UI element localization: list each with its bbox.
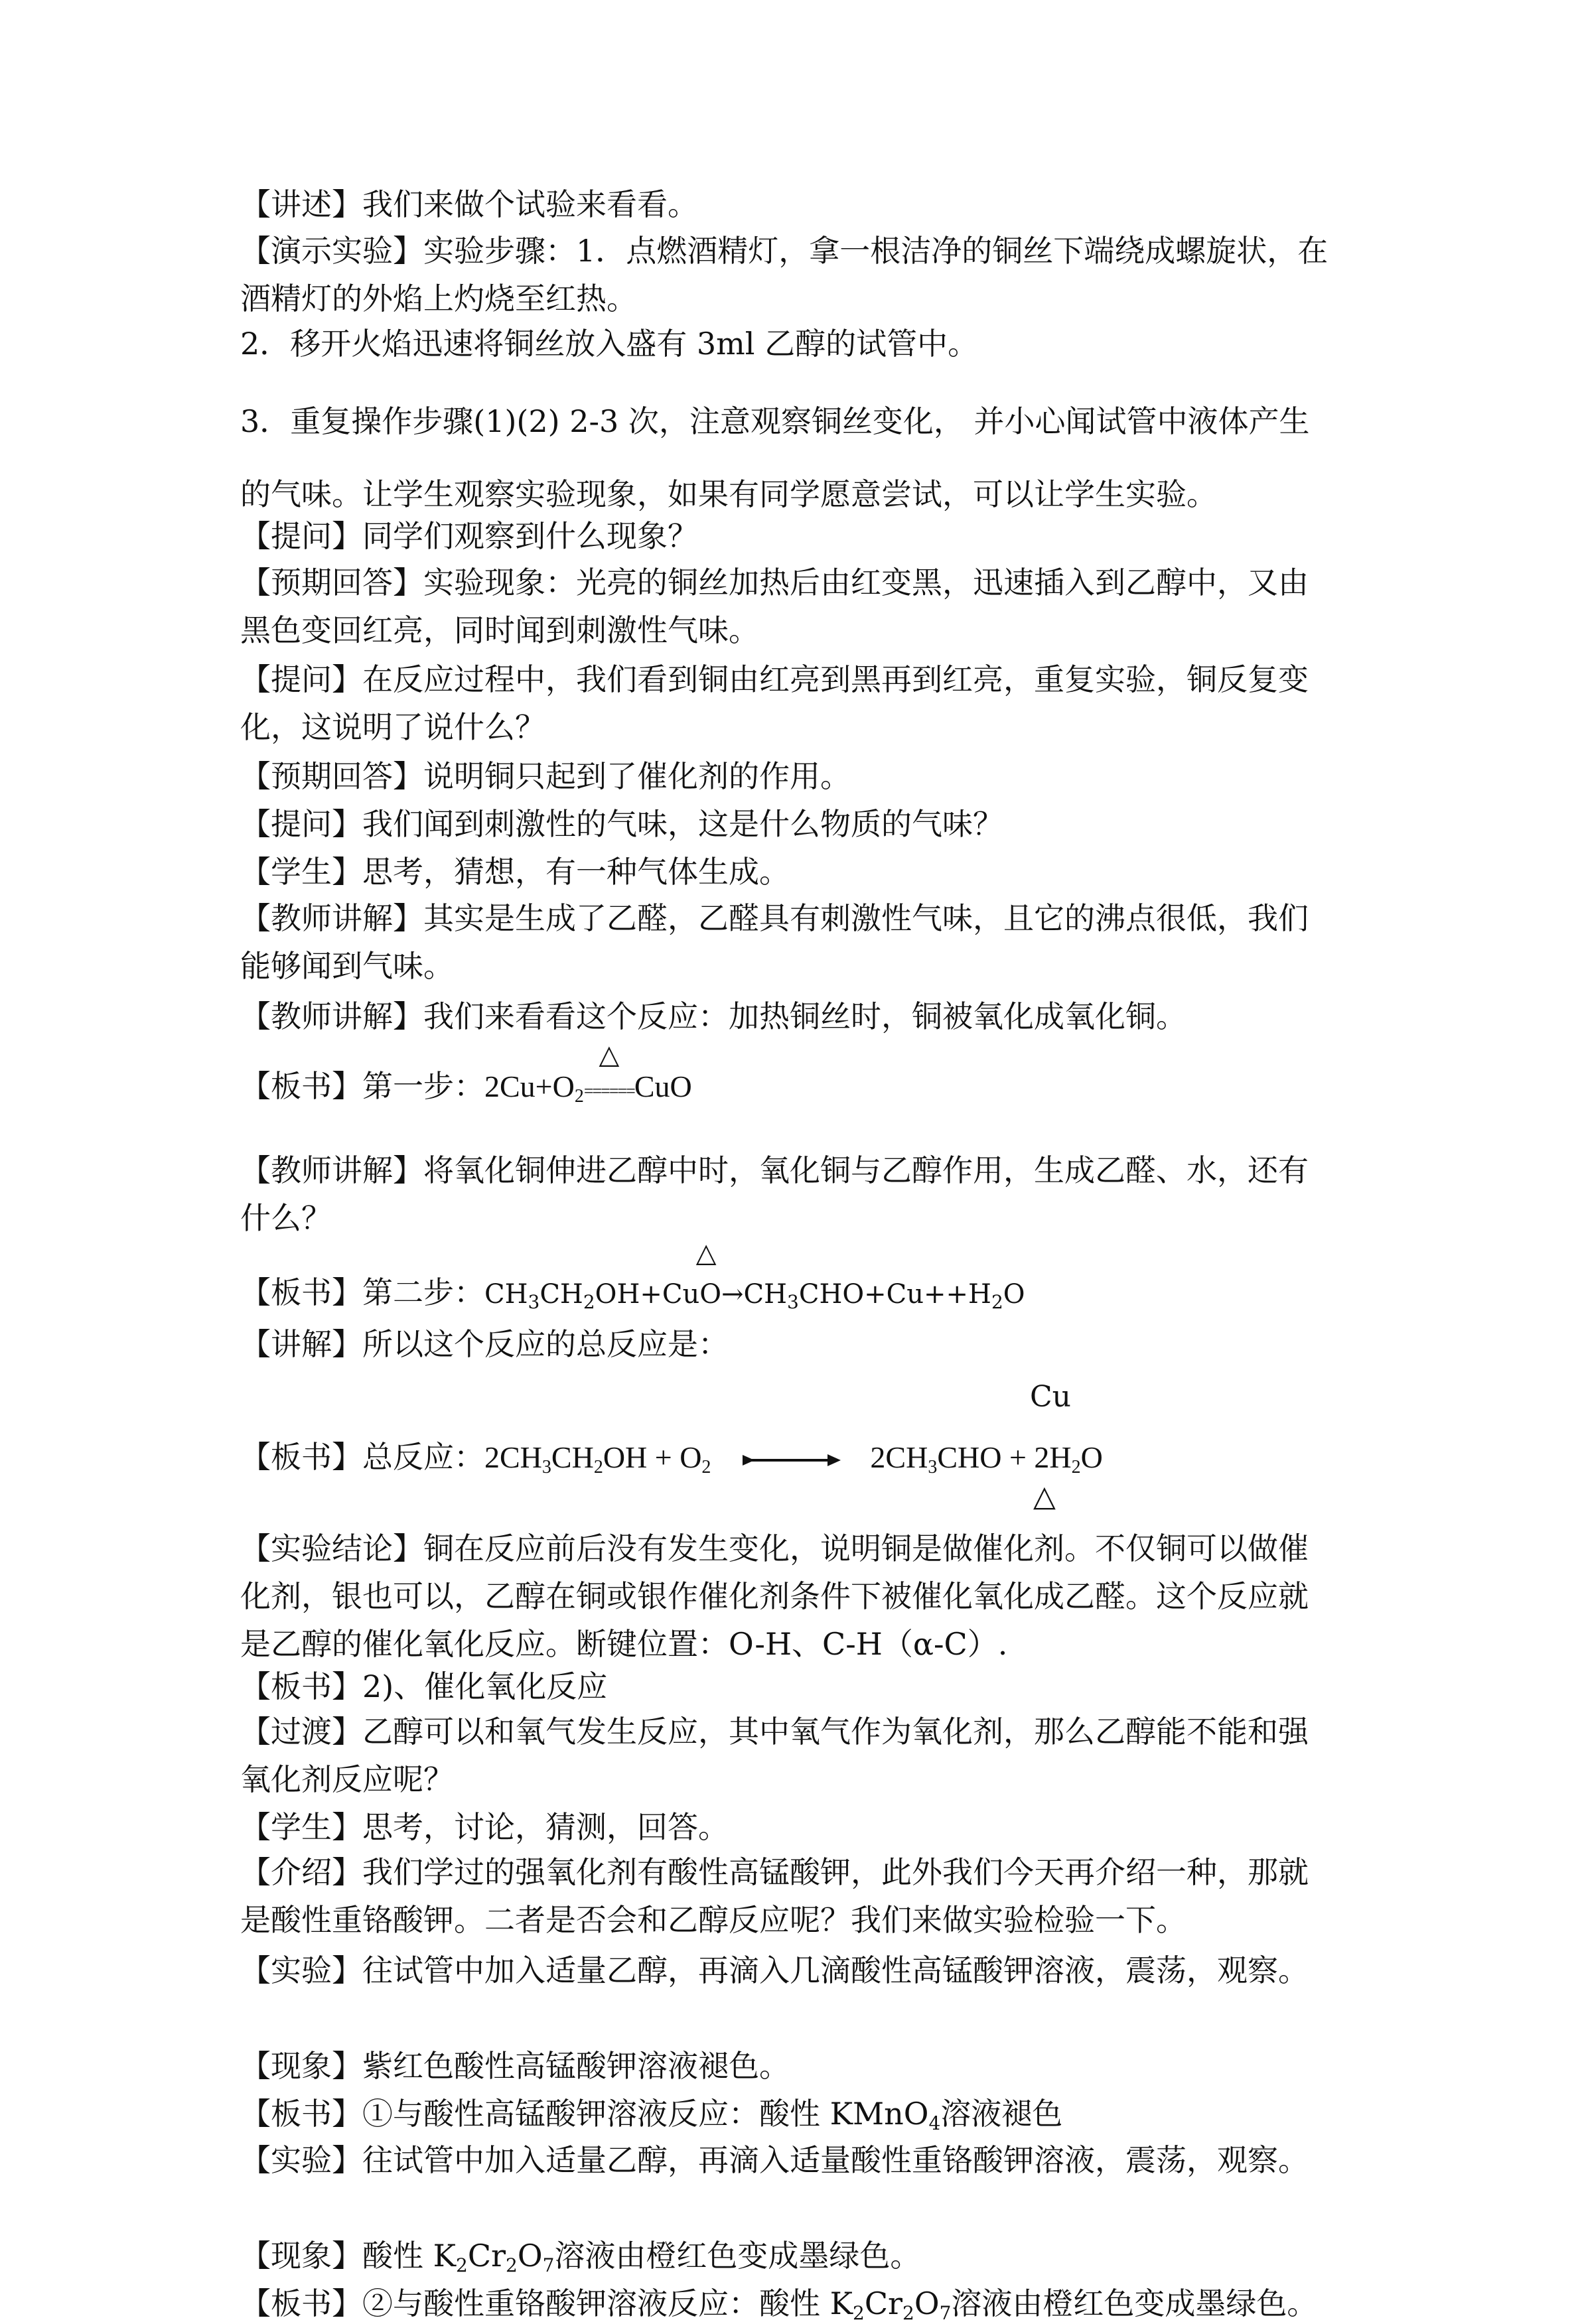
text-line: 【提问】在反应过程中，我们看到铜由红亮到黑再到红亮，重复实验，铜反复变化，这说明了说什么？ [240,661,1309,745]
arrow-icon [737,1447,843,1473]
equation-label: 【板书】总反应： [240,1439,484,1475]
eq-part: 2CH [484,1440,542,1474]
eq-part: CHO+Cu++H [798,1279,991,1310]
equation-step-2 [240,1238,1025,1313]
eq-sub: 2 [583,1291,595,1313]
heat-mark: △ [599,1040,620,1069]
eq-sub: 7 [939,2302,952,2324]
equation-label: 【板书】第一步： [240,1069,484,1103]
eq-sub: 3 [528,1291,540,1313]
text-part: Cr [864,2286,903,2321]
text-line: 【演示实验】实验步骤：1．点燃酒精灯，拿一根洁净的铜丝下端绕成螺旋状，在酒精灯的外焰上灼烧至红热。 [240,233,1329,316]
text-part: 溶液由橙红色变成墨绿色。 [554,2238,921,2274]
eq-part: OH+CuO [595,1279,722,1310]
eq-part: O [1080,1440,1103,1474]
equation-step-1 [240,1040,692,1110]
text-line: 【板书】2)、催化氧化反应 [240,1669,608,1704]
eq-sign [583,1040,634,1110]
text-line-kmno4 [240,2095,1062,2132]
text-line: 【提问】同学们观察到什么现象？ [240,518,698,554]
text-part: O [517,2238,543,2274]
eq-part: 2CH [870,1440,928,1474]
text-part: 溶液褪色 [940,2096,1063,2132]
eq-part: CuO [634,1069,692,1103]
text-line: 【实验】往试管中加入适量乙醇，再滴入适量酸性重铬酸钾溶液，震荡，观察。 [240,2142,1309,2178]
eq-reactant [595,1238,722,1313]
eq-sub: 2 [701,1457,711,1477]
text-part: O [914,2286,940,2321]
eq-sign-text: ====== [583,1081,634,1101]
eq-part: CH [484,1279,528,1310]
heat-mark: △ [1033,1479,1056,1513]
eq-sub: 7 [542,2254,555,2276]
heat-mark: △ [695,1238,717,1268]
text-line: 【讲述】我们来做个试验来看看。 [240,186,698,222]
eq-sub: 2 [853,2302,865,2324]
text-line: 【教师讲解】我们来看看这个反应：加热铜丝时，铜被氧化成氧化铜。 [240,998,1186,1034]
text-line-k2cr2o7 [240,2237,920,2274]
text-part: 【板书】①与酸性高锰酸钾溶液反应：酸性 KMnO [240,2096,929,2132]
eq-sub: 2 [1071,1457,1081,1477]
text-part: 溶液由橙红色变成墨绿色。 [951,2286,1318,2321]
text-line: 【学生】思考，猜想，有一种气体生成。 [240,854,790,890]
text-line: 【提问】我们闻到刺激性的气味，这是什么物质的气味？ [240,806,1003,842]
eq-sub: 2 [574,1086,584,1107]
text-line: 【教师讲解】其实是生成了乙醛，乙醛具有刺激性气味，且它的沸点很低，我们能够闻到气味。 [240,900,1309,984]
eq-sub: 3 [928,1457,938,1477]
text-line: 【介绍】我们学过的强氧化剂有酸性高锰酸钾，此外我们今天再介绍一种，那就是酸性重铬酸钾。二者是否会和乙醇反应呢？我们来做实验检验一下。 [240,1854,1309,1938]
eq-sub: 2 [506,2254,518,2276]
text-line: 【实验结论】铜在反应前后没有发生变化，说明铜是做催化剂。不仅铜可以做催化剂，银也可以，乙醇在铜或银作催化剂条件下被催化氧化成乙醛。这个反应就是乙醇的催化氧化反应。断键位置：O-H、C-H（α-C）. [240,1531,1309,1662]
equation-total [240,1438,1103,1476]
text-line-k2cr2o7-board [240,2285,1317,2322]
text-line: 3．重复操作步骤(1)(2) 2-3 次，注意观察铜丝变化， 并小心闻试管中液体产生的气味。让学生观察实验现象，如果有同学愿意尝试，可以让学生实验。 [240,403,1310,512]
text-line: 【过渡】乙醇可以和氧气发生反应，其中氧气作为氧化剂，那么乙醇能不能和强氧化剂反应呢？ [240,1714,1309,1797]
eq-part: CH [551,1440,594,1474]
text-line: 【现象】紫红色酸性高锰酸钾溶液褪色。 [240,2048,790,2084]
eq-sub: 2 [456,2254,468,2276]
eq-sub: 3 [541,1457,551,1477]
text-part: 【板书】②与酸性重铬酸钾溶液反应：酸性 K [240,2286,853,2321]
eq-part: CHO + 2H [937,1440,1072,1474]
text-line: 【实验】往试管中加入适量乙醇，再滴入几滴酸性高锰酸钾溶液，震荡，观察。 [240,1952,1309,1988]
text-part: Cr [467,2238,506,2274]
equation-label: 【板书】第二步： [240,1274,484,1310]
text-line: 【预期回答】说明铜只起到了催化剂的作用。 [240,758,851,794]
eq-sub: 2 [991,1291,1003,1313]
text-part: 【现象】酸性 K [240,2238,456,2274]
eq-sub: 2 [593,1457,603,1477]
text-line: 2．移开火焰迅速将铜丝放入盛有 3ml 乙醇的试管中。 [240,326,979,362]
eq-part: 2Cu+O [484,1069,575,1103]
eq-part: CH [539,1279,583,1310]
eq-part: CH [743,1279,788,1310]
eq-part: O [1003,1279,1025,1310]
text-line: 【预期回答】实验现象：光亮的铜丝加热后由红变黑，迅速插入到乙醇中，又由黑色变回红亮，同时闻到刺激性气味。 [240,565,1309,648]
eq-sub: 3 [787,1291,799,1313]
eq-sub: 2 [902,2302,914,2324]
catalyst-label: Cu [1030,1380,1072,1414]
text-line: 【讲解】所以这个反应的总反应是： [240,1326,729,1362]
arrow-icon: → [721,1279,744,1310]
eq-sub: 4 [928,2112,941,2134]
text-line: 【学生】思考，讨论，猜测，回答。 [240,1809,729,1845]
eq-part: OH + O [603,1440,702,1474]
text-line: 【教师讲解】将氧化铜伸进乙醇中时，氧化铜与乙醇作用，生成乙醛、水，还有什么？ [240,1152,1309,1236]
